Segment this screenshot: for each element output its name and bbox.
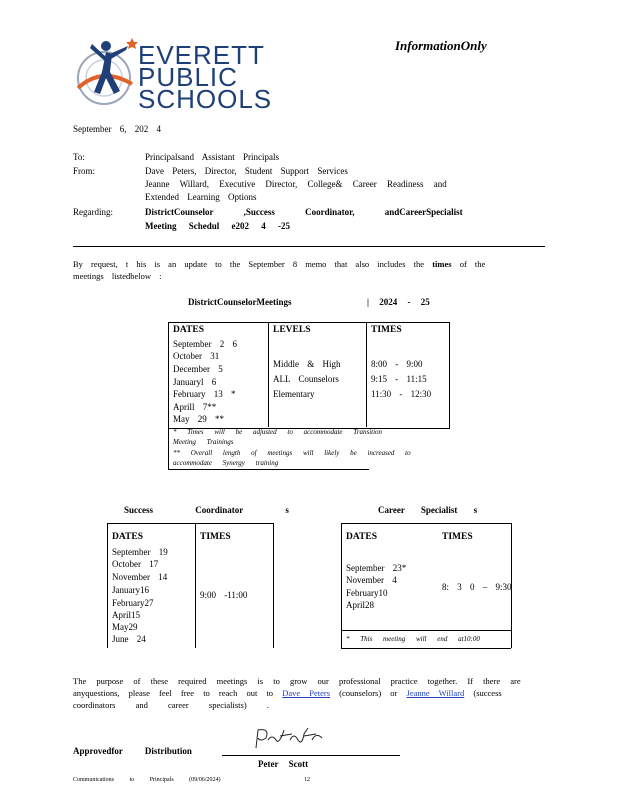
regarding-line-1: DistrictCounselor ,Success Coordinator, andCareerSpecialist [145, 207, 463, 217]
counselor-dates-header: DATES [173, 325, 204, 335]
success-title: Success Coordinator s [124, 505, 289, 515]
intro-text-b: of the [459, 259, 486, 269]
counselor-level: ALL Counselors [273, 374, 339, 384]
information-only-label: InformationOnly [395, 38, 487, 53]
career-note-divider [341, 630, 511, 631]
success-date: April15 [112, 610, 140, 620]
from-label: From: [73, 166, 96, 176]
career-bottom-edge [341, 648, 511, 649]
counselor-time: 11:30 - 12:30 [371, 389, 432, 399]
success-date: November 14 [112, 572, 168, 582]
logo-figure-icon [72, 36, 142, 108]
from-line-1: Dave Peters, Director, Student Support Services [145, 166, 348, 176]
logo-text-public: PUBLIC [138, 62, 238, 92]
counselor-note-1b: Meeting Trainings [173, 438, 234, 446]
logo-text-everett: EVERETT [138, 40, 265, 70]
career-date: April28 [346, 600, 374, 610]
career-date: February10 [346, 588, 388, 598]
counselor-date: Aprill 7** [173, 402, 217, 412]
career-times-header: TIMES [442, 532, 473, 542]
career-date: September 23* [346, 563, 407, 573]
regarding-line-2: Meeting Schedul e202 4 -25 [145, 221, 290, 231]
closing-text-c: (success [473, 688, 502, 698]
counselor-time: 9:15 - 11:15 [371, 374, 427, 384]
counselor-times-header: TIMES [371, 325, 402, 335]
counselor-note-1a: * Times will be adjusted to accommodate Transition [173, 428, 383, 436]
approval-label: Approvedfor Distribution [73, 746, 192, 756]
success-date: January16 [112, 585, 149, 595]
signer-name: Peter Scott [258, 759, 309, 769]
logo [72, 36, 273, 114]
intro-line-2: meetings listedbelow : [73, 271, 162, 281]
success-col-divider [195, 523, 196, 648]
to-label: To: [73, 152, 85, 162]
regarding-label: Regarding: [73, 207, 113, 217]
success-top-edge [107, 523, 273, 524]
page-number: 12 [304, 777, 310, 783]
closing-line-1: The purpose of these required meetings is to grow our professional practice together. If there are [73, 676, 521, 686]
success-date: May29 [112, 622, 138, 632]
counselor-note-2b: accommodate Synergy training [173, 459, 279, 467]
memo-date: September 6, 202 4 [73, 124, 161, 134]
counselor-note-left-edge [168, 427, 169, 469]
career-note: * This meeting will end at10:00 [346, 635, 480, 643]
success-date: October 17 [112, 559, 159, 569]
from-line-3: Extended Learning Options [145, 192, 257, 202]
header-divider [73, 246, 545, 247]
closing-text-b: (counselors) or [339, 688, 398, 698]
success-times-header: TIMES [200, 532, 231, 542]
intro-line-1 [73, 259, 485, 269]
success-date: September 19 [112, 547, 168, 557]
closing-line-2 [73, 688, 502, 698]
counselor-note-bottom-edge [168, 469, 369, 470]
counselor-col-divider-1 [268, 322, 269, 427]
success-time: 9:00 -11:00 [200, 590, 248, 600]
counselor-title: DistrictCounselorMeetings [188, 297, 292, 307]
jeanne-willard-link[interactable]: Jeanne Willard [406, 688, 465, 698]
closing-text-a: anyquestions, please feel free to reach out to [73, 688, 274, 698]
career-date: November 4 [346, 575, 397, 585]
counselor-date: Januaryl 6 [173, 377, 217, 387]
intro-bold-times: times [432, 259, 452, 269]
footer-text: Communications to Principals (09/06/2024) [73, 777, 221, 783]
intro-text-a: By request, t his is an update to the September 8 memo that also includes the [73, 259, 425, 269]
counselor-date: October 31 [173, 351, 220, 361]
signature-line [222, 755, 400, 756]
logo-text-schools: SCHOOLS [138, 84, 273, 114]
counselor-note-2a: ** Overall length of meetings will likely be increased to [173, 449, 411, 457]
success-dates-header: DATES [112, 532, 143, 542]
career-top-edge [341, 523, 511, 524]
counselor-date: May 29 ** [173, 414, 224, 424]
success-date: February27 [112, 598, 154, 608]
counselor-time: 8:00 - 9:00 [371, 359, 423, 369]
counselor-level: Elementary [273, 389, 315, 399]
success-left-edge [107, 523, 108, 648]
counselor-col-divider-2 [366, 322, 367, 427]
from-line-2: Jeanne Willard, Executive Director, College& Career Readiness and [145, 179, 447, 189]
counselor-level: Middle & High [273, 359, 341, 369]
counselor-year: | 2024 - 25 [367, 297, 430, 307]
career-time: 8: 3 0 – 9:30 [442, 582, 512, 592]
counselor-date: December 5 [173, 364, 223, 374]
success-right-edge [273, 523, 274, 648]
success-date: June 24 [112, 634, 146, 644]
closing-line-3: coordinators and career specialists) . [73, 700, 269, 710]
counselor-levels-header: LEVELS [273, 325, 311, 335]
counselor-date: September 2 6 [173, 339, 237, 349]
to-value: Principalsand Assistant Principals [145, 152, 279, 162]
career-dates-header: DATES [346, 532, 377, 542]
career-title: Career Specialist s [378, 505, 478, 515]
counselor-date: February 13 * [173, 389, 236, 399]
dave-peters-link[interactable]: Dave Peters [282, 688, 331, 698]
signature-icon [250, 726, 330, 752]
